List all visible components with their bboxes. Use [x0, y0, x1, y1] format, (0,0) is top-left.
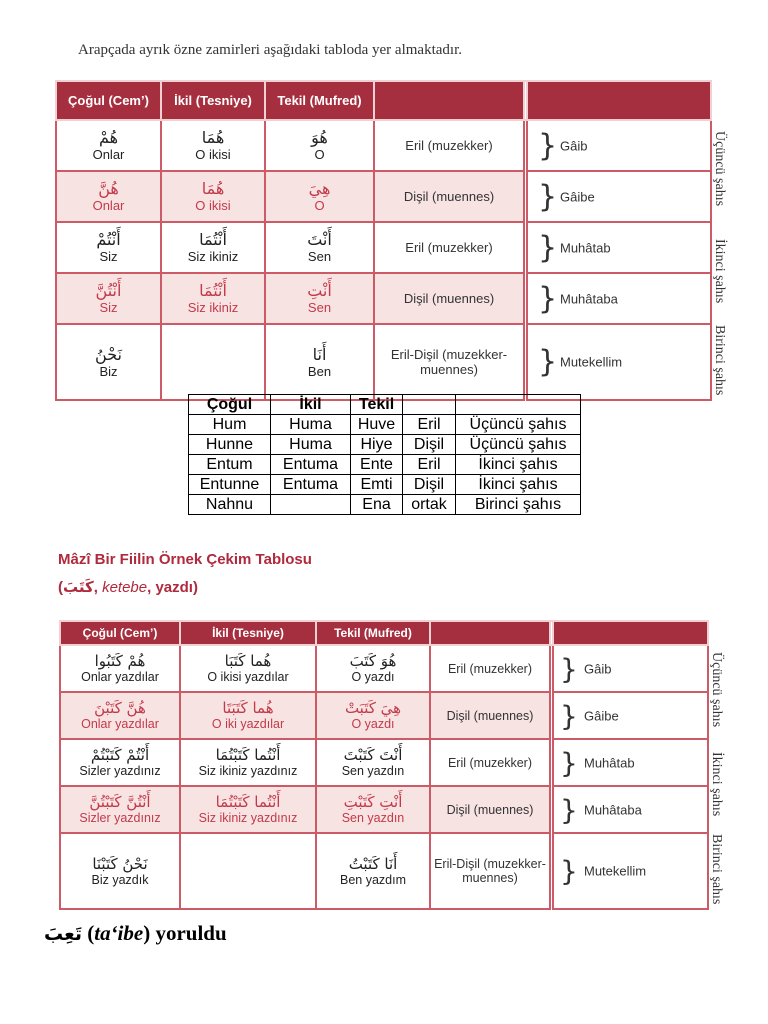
ikil-cell	[180, 739, 316, 786]
summary-row	[189, 435, 581, 455]
header-gender	[430, 621, 550, 645]
ikil-translation: Siz ikiniz	[187, 249, 239, 265]
summary-cell: Nahnu	[189, 495, 271, 515]
person-label: Muhâtaba	[584, 802, 642, 817]
brace-icon: }	[560, 793, 578, 826]
summary-cell: ortak	[403, 495, 456, 515]
ikil-arabic: أَنْتُمَا	[199, 280, 227, 300]
person-cell	[527, 120, 711, 171]
header-ikil: İkil (Tesniye)	[161, 81, 265, 120]
ikil-arabic: هُمَا	[201, 178, 225, 198]
person-label: Muhâtaba	[560, 291, 618, 306]
cogul-arabic: هُنَّ كَتَبْنَ	[94, 698, 146, 717]
gender-cell: Eril-Dişil (muzekker-muennes)	[430, 833, 550, 909]
ikil-translation: Siz ikiniz yazdınız	[198, 811, 298, 826]
cogul-cell	[56, 324, 161, 400]
brace-icon: }	[538, 344, 558, 380]
brace-icon: }	[538, 281, 558, 316]
person-group-label: Üçüncü şahıs	[712, 131, 727, 207]
table-row	[60, 786, 708, 833]
footer-rest: ) yoruldu	[143, 921, 227, 945]
tekil-arabic: أَنْتَ	[307, 229, 332, 249]
cogul-arabic: أَنْتُمْ كَتَبْتُمْ	[90, 745, 150, 764]
person-cell	[527, 171, 711, 222]
summary-row	[189, 495, 581, 515]
ikil-cell	[180, 833, 316, 909]
summary-cell: Dişil	[403, 435, 456, 455]
gender-cell: Eril (muzekker)	[430, 739, 550, 786]
cogul-arabic: أَنْتُنَّ	[95, 280, 122, 300]
summary-row	[189, 455, 581, 475]
cogul-translation: Onlar	[92, 147, 125, 163]
cogul-arabic: هُنَّ	[98, 178, 119, 198]
cogul-translation: Onlar yazdılar	[81, 717, 159, 732]
brace-icon: }	[560, 854, 578, 888]
ikil-cell	[161, 222, 265, 273]
summary-table	[188, 394, 581, 515]
summary-header-cell	[403, 395, 456, 415]
summary-cell: İkinci şahıs	[456, 475, 581, 495]
subtitle-open: (	[58, 579, 63, 596]
ikil-translation: O ikisi	[195, 147, 231, 163]
header-tekil: Tekil (Mufred)	[316, 621, 430, 645]
cogul-translation: Siz	[99, 300, 118, 316]
person-label: Gâib	[584, 661, 612, 676]
cogul-arabic: نَحْنُ كَتَبْنَا	[92, 854, 148, 873]
summary-cell: Entunne	[189, 475, 271, 495]
ikil-translation: O ikisi	[195, 198, 231, 214]
brace-icon: }	[560, 699, 578, 732]
ikil-arabic: أَنْتُما كَتَبْتُمَا	[215, 792, 281, 811]
cogul-cell	[56, 171, 161, 222]
subtitle-sep: ,	[93, 579, 103, 596]
gender-cell: Eril-Dişil (muzekker-muennes)	[374, 324, 524, 400]
summary-cell: Hunne	[189, 435, 271, 455]
tekil-translation: Sen	[307, 300, 332, 316]
tekil-arabic: أَنْتِ كَتَبْتِ	[343, 792, 403, 811]
person-cell	[553, 786, 708, 833]
tekil-cell	[265, 171, 374, 222]
ikil-arabic: هُما كَتَبَا	[224, 651, 272, 670]
tekil-cell	[316, 833, 430, 909]
table-row	[60, 833, 708, 909]
brace-icon: }	[538, 230, 558, 265]
header-gender	[374, 81, 524, 120]
cogul-arabic: أَنْتُنَّ كَتَبْتُنَّ	[89, 792, 151, 811]
summary-cell: Ente	[351, 455, 403, 475]
cogul-translation: Sizler yazdınız	[79, 811, 161, 826]
tekil-translation: Sen yazdın	[341, 811, 405, 826]
ikil-cell	[180, 786, 316, 833]
summary-cell: Hum	[189, 415, 271, 435]
footer-arabic: تَعِبَ	[44, 923, 82, 945]
summary-cell: Entuma	[271, 455, 351, 475]
tekil-translation: O	[314, 198, 325, 214]
summary-cell: Entuma	[271, 475, 351, 495]
ikil-arabic: أَنْتُمَا	[199, 229, 227, 249]
person-label: Gâib	[560, 138, 588, 153]
table-row	[56, 120, 711, 171]
section-title: Mâzî Bir Fiilin Örnek Çekim Tablosu	[58, 551, 312, 568]
tekil-cell	[316, 786, 430, 833]
person-group-label: Birinci şahıs	[709, 834, 724, 905]
ikil-cell	[161, 171, 265, 222]
summary-header-cell: Çoğul	[189, 395, 271, 415]
cogul-arabic: هُمْ كَتَبُوا	[94, 651, 146, 670]
table-row	[56, 222, 711, 273]
summary-row	[189, 475, 581, 495]
person-cell	[527, 273, 711, 324]
pronoun-table	[55, 80, 727, 401]
person-cell	[527, 324, 711, 400]
person-label: Gâibe	[584, 708, 619, 723]
ikil-translation: Siz ikiniz	[187, 300, 239, 316]
tekil-arabic: أَنْتَ كَتَبْتَ	[343, 745, 403, 764]
cogul-translation: Onlar	[92, 198, 125, 214]
tekil-translation: O yazdı	[351, 670, 395, 685]
gender-cell: Eril (muzekker)	[374, 120, 524, 171]
tekil-cell	[316, 692, 430, 739]
tekil-translation: Sen	[307, 249, 332, 265]
summary-header-cell: İkil	[271, 395, 351, 415]
table-header-row	[60, 621, 708, 645]
brace-icon: }	[538, 128, 558, 163]
ikil-translation: Siz ikiniz yazdınız	[198, 764, 298, 779]
tekil-arabic: هُوَ كَتَبَ	[349, 651, 397, 670]
table-row	[56, 273, 711, 324]
cogul-cell	[60, 786, 180, 833]
gender-cell: Dişil (muennes)	[430, 692, 550, 739]
summary-cell: Entum	[189, 455, 271, 475]
person-group-label: Üçüncü şahıs	[709, 652, 724, 728]
section-subtitle	[58, 578, 198, 596]
gender-cell: Dişil (muennes)	[430, 786, 550, 833]
table-row	[60, 645, 708, 692]
cogul-cell	[56, 120, 161, 171]
ikil-arabic: هُما كَتَبَتَا	[222, 698, 274, 717]
summary-cell: Eril	[403, 415, 456, 435]
cogul-cell	[56, 222, 161, 273]
summary-header-cell	[456, 395, 581, 415]
table-row	[60, 692, 708, 739]
cogul-translation: Siz	[99, 249, 118, 265]
tekil-arabic: هِيَ	[308, 178, 331, 198]
tekil-translation: Sen yazdın	[341, 764, 405, 779]
subtitle-rest: , yazdı)	[147, 579, 198, 596]
cogul-cell	[60, 833, 180, 909]
tekil-cell	[265, 273, 374, 324]
gender-cell: Dişil (muennes)	[374, 171, 524, 222]
person-label: Muhâtab	[560, 240, 611, 255]
person-label: Mutekellim	[560, 354, 623, 370]
tekil-arabic: أَنَا كَتَبْتُ	[348, 854, 398, 873]
cogul-translation: Sizler yazdınız	[79, 764, 161, 779]
person-label: Muhâtab	[584, 755, 635, 770]
summary-cell: Hiye	[351, 435, 403, 455]
table-row	[56, 171, 711, 222]
tekil-arabic: هُوَ	[311, 127, 328, 147]
tekil-cell	[265, 222, 374, 273]
ikil-cell	[161, 273, 265, 324]
ikil-cell	[161, 120, 265, 171]
tekil-cell	[265, 324, 374, 400]
ikil-cell	[161, 324, 265, 400]
summary-header-row	[189, 395, 581, 415]
summary-cell: Huve	[351, 415, 403, 435]
person-group-label: İkinci şahıs	[712, 238, 727, 304]
tekil-cell	[265, 120, 374, 171]
tekil-arabic: أَنْتِ	[307, 280, 332, 300]
ikil-arabic: هُمَا	[201, 127, 225, 147]
cogul-arabic: نَحْنُ	[95, 344, 122, 364]
tekil-arabic: هِيَ كَتَبَتْ	[344, 698, 402, 717]
summary-cell: Emti	[351, 475, 403, 495]
header-person	[553, 621, 708, 645]
cogul-cell	[60, 739, 180, 786]
person-group-label: Birinci şahıs	[712, 325, 727, 396]
brace-icon: }	[560, 652, 578, 685]
footer-line	[44, 921, 227, 946]
subtitle-latin: ketebe	[102, 579, 148, 596]
summary-cell: İkinci şahıs	[456, 455, 581, 475]
cogul-translation: Biz yazdık	[91, 872, 149, 887]
gender-cell: Eril (muzekker)	[374, 222, 524, 273]
ikil-cell	[180, 692, 316, 739]
summary-header-cell: Tekil	[351, 395, 403, 415]
header-person	[527, 81, 711, 120]
summary-cell: Huma	[271, 435, 351, 455]
summary-cell: Eril	[403, 455, 456, 475]
footer-open: (	[81, 921, 95, 945]
cogul-cell	[56, 273, 161, 324]
subtitle-arabic: كَتَبَ	[63, 578, 94, 596]
cogul-cell	[60, 645, 180, 692]
brace-icon: }	[560, 746, 578, 779]
tekil-cell	[316, 645, 430, 692]
brace-icon: }	[538, 179, 558, 214]
ikil-cell	[180, 645, 316, 692]
person-cell	[553, 692, 708, 739]
table-header-row	[56, 81, 711, 120]
person-group-label: İkinci şahıs	[709, 751, 724, 817]
ikil-translation: O ikisi yazdılar	[207, 670, 289, 685]
gender-cell: Dişil (muennes)	[374, 273, 524, 324]
footer-latin: ta‘ibe	[94, 921, 144, 945]
person-cell	[527, 222, 711, 273]
ikil-arabic: أَنْتُما كَتَبْتُمَا	[215, 745, 281, 764]
tekil-translation: O yazdı	[351, 717, 395, 732]
conjugation-table	[59, 620, 724, 910]
header-tekil: Tekil (Mufred)	[265, 81, 374, 120]
ikil-translation: O iki yazdılar	[211, 717, 285, 732]
intro-text: Arapçada ayrık özne zamirleri aşağıdaki tabloda yer almaktadır.	[78, 42, 462, 58]
person-cell	[553, 739, 708, 786]
summary-cell: Dişil	[403, 475, 456, 495]
tekil-arabic: أَنَا	[312, 344, 327, 364]
cogul-translation: Biz	[99, 363, 118, 379]
summary-cell: Ena	[351, 495, 403, 515]
tekil-translation: Ben	[307, 363, 332, 379]
summary-cell: Üçüncü şahıs	[456, 415, 581, 435]
summary-cell: Üçüncü şahıs	[456, 435, 581, 455]
person-label: Mutekellim	[584, 863, 647, 879]
tekil-translation: O	[314, 147, 325, 163]
summary-cell: Huma	[271, 415, 351, 435]
summary-cell	[271, 495, 351, 515]
gender-cell: Eril (muzekker)	[430, 645, 550, 692]
person-cell	[553, 645, 708, 692]
tekil-translation: Ben yazdım	[339, 872, 406, 887]
cogul-cell	[60, 692, 180, 739]
header-ikil: İkil (Tesniye)	[180, 621, 316, 645]
summary-row	[189, 415, 581, 435]
summary-cell: Birinci şahıs	[456, 495, 581, 515]
cogul-translation: Onlar yazdılar	[81, 670, 159, 685]
person-cell	[553, 833, 708, 909]
table-row	[60, 739, 708, 786]
cogul-arabic: أَنْتُمْ	[96, 229, 121, 249]
table-row	[56, 324, 711, 400]
cogul-arabic: هُمْ	[98, 127, 119, 147]
header-cogul: Çoğul (Cem’)	[56, 81, 161, 120]
person-label: Gâibe	[560, 189, 595, 204]
tekil-cell	[316, 739, 430, 786]
header-cogul: Çoğul (Cem’)	[60, 621, 180, 645]
